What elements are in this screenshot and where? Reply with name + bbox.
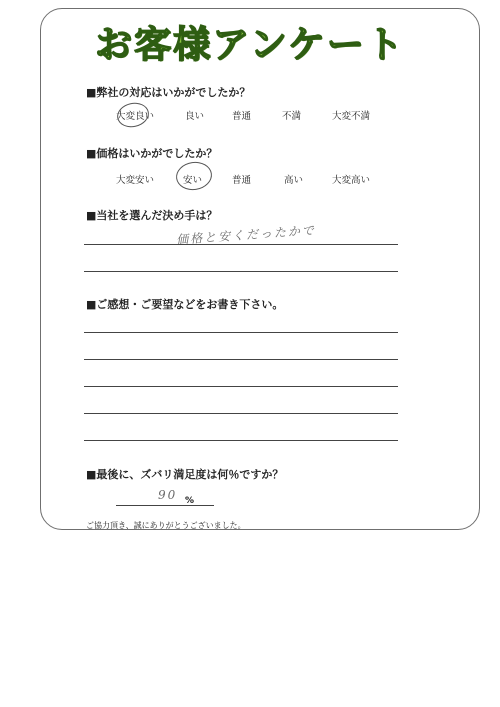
q4-answer-line-5[interactable] (84, 440, 398, 441)
q1-option-very-good[interactable]: 大変良い (116, 111, 155, 122)
question-deciding-factor: ■当社を選んだ決め手は？ (86, 209, 218, 222)
percent-unit: % (185, 496, 195, 506)
q1-option-good[interactable]: 良い (185, 111, 205, 122)
question-satisfaction: ■最後に、ズバリ満足度は何％ですか？ (86, 468, 284, 481)
q3-answer-line-2[interactable] (84, 271, 398, 272)
q4-answer-line-4[interactable] (84, 413, 398, 414)
q4-answer-line-2[interactable] (84, 359, 398, 360)
q4-answer-line-1[interactable] (84, 332, 398, 333)
question-comments: ■ご感想・ご要望などをお書き下さい。 (86, 298, 284, 311)
question-service: ■弊社の対応はいかがでしたか？ (86, 86, 251, 99)
q2-option-expensive[interactable]: 高い (284, 175, 304, 186)
q2-option-cheap[interactable]: 安い (183, 175, 203, 186)
q2-option-normal[interactable]: 普通 (232, 175, 252, 186)
question-price: ■価格はいかがでしたか？ (86, 147, 218, 160)
q1-option-very-dissatisfied[interactable]: 大変不満 (332, 111, 371, 122)
survey-title: お客様アンケート (95, 23, 405, 66)
q5-answer-line[interactable] (116, 505, 214, 506)
q4-answer-line-3[interactable] (84, 386, 398, 387)
q2-option-very-expensive[interactable]: 大変高い (332, 175, 371, 186)
q1-option-dissatisfied[interactable]: 不満 (282, 111, 302, 122)
q5-handwritten-answer: 90 (158, 488, 178, 502)
thank-you-note: ご協力頂き、誠にありがとうございました。 (86, 521, 246, 530)
q2-option-very-cheap[interactable]: 大変安い (116, 175, 155, 186)
q1-option-normal[interactable]: 普通 (232, 111, 252, 122)
q3-answer-line-1[interactable] (84, 244, 398, 245)
q3-handwritten-answer: 価格と安くだったかで (175, 223, 317, 247)
